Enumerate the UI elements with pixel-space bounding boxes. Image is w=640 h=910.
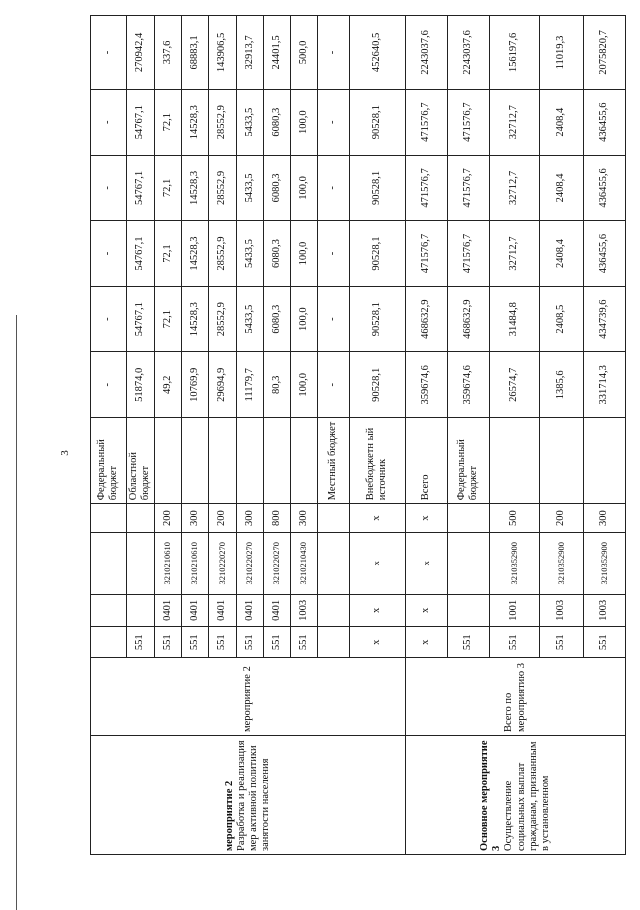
csr-code-cell: 3210210610 (154, 532, 181, 594)
rzpr-code-cell (126, 594, 154, 627)
vr-code-cell (91, 504, 127, 533)
csr-code-cell: 3210210610 (182, 532, 209, 594)
vr-code-cell: 800 (263, 504, 290, 533)
rzpr-code-cell: 0401 (263, 594, 290, 627)
csr-code-cell: 3210352900 (540, 532, 584, 594)
year-value-cell: 28552,9 (209, 221, 236, 287)
year-value-cell: 90528,1 (349, 352, 406, 418)
table-row (91, 16, 127, 855)
year-value-cell: 6080,3 (263, 286, 290, 352)
year-value-cell: 5433,5 (236, 155, 263, 221)
grbs-code-cell: 551 (236, 627, 263, 658)
rzpr-code-cell: 0401 (182, 594, 209, 627)
csr-code-cell: 3210220270 (263, 532, 290, 594)
csr-code-cell: 3210220270 (209, 532, 236, 594)
scan-edge-line (16, 315, 17, 910)
total-value-cell: 24401,5 (263, 16, 290, 90)
year-value-cell: - (318, 221, 349, 287)
csr-code-cell: х (406, 532, 448, 594)
year-value-cell: 14528,3 (182, 89, 209, 155)
funding-source-cell (154, 418, 181, 504)
year-value-cell: 468632,9 (406, 286, 448, 352)
year-value-cell: 28552,9 (209, 286, 236, 352)
vr-code-cell: 500 (489, 504, 539, 533)
measure-title-text: Осуществление социальных выплат гражданам, признанным в установленном (503, 741, 551, 851)
grbs-code-cell: 551 (447, 627, 489, 658)
year-value-cell: 436455,6 (584, 221, 626, 287)
vr-code-cell: 300 (290, 504, 317, 533)
total-value-cell: 337,6 (154, 16, 181, 90)
year-value-cell: 32712,7 (489, 221, 539, 287)
year-value-cell: - (318, 286, 349, 352)
year-value-cell: 471576,7 (447, 89, 489, 155)
year-value-cell: - (91, 352, 127, 418)
grbs-code-cell (318, 627, 349, 658)
year-value-cell: 436455,6 (584, 89, 626, 155)
total-value-cell: - (318, 16, 349, 90)
year-value-cell: - (318, 352, 349, 418)
total-value-cell: 11019,3 (540, 16, 584, 90)
year-value-cell: 32712,7 (489, 155, 539, 221)
year-value-cell: 49,2 (154, 352, 181, 418)
measure-title-text: Разработка и реализация мер активной политики занятости населения (235, 740, 272, 851)
year-value-cell: 5433,5 (236, 221, 263, 287)
measure-title-cell (91, 736, 406, 855)
rzpr-code-cell: х (406, 594, 448, 627)
year-value-cell: 468632,9 (447, 286, 489, 352)
year-value-cell: 100,0 (290, 286, 317, 352)
year-value-cell: 2408,5 (540, 286, 584, 352)
total-value-cell: 68883,1 (182, 16, 209, 90)
year-value-cell: - (318, 89, 349, 155)
year-value-cell: 54767,1 (126, 221, 154, 287)
year-value-cell: 90528,1 (349, 286, 406, 352)
total-value-cell: - (91, 16, 127, 90)
vr-code-cell (447, 504, 489, 533)
table-row (406, 16, 448, 855)
year-value-cell: 6080,3 (263, 89, 290, 155)
year-value-cell: 28552,9 (209, 155, 236, 221)
csr-code-cell: 3210352900 (584, 532, 626, 594)
rzpr-code-cell (318, 594, 349, 627)
funding-source-cell (584, 418, 626, 504)
year-value-cell: 14528,3 (182, 155, 209, 221)
year-value-cell: - (91, 155, 127, 221)
vr-code-cell: х (349, 504, 406, 533)
vr-code-cell: 200 (540, 504, 584, 533)
year-value-cell: 100,0 (290, 352, 317, 418)
measure-title-bold: Основное мероприятие 3 (479, 740, 503, 851)
year-value-cell: 100,0 (290, 221, 317, 287)
total-value-cell: 2075820,7 (584, 16, 626, 90)
year-value-cell: 31484,8 (489, 286, 539, 352)
executor-cell: Всего по мероприятию 3 (406, 658, 626, 736)
year-value-cell: 2408,4 (540, 155, 584, 221)
total-value-cell: 32913,7 (236, 16, 263, 90)
year-value-cell: 54767,1 (126, 286, 154, 352)
csr-code-cell: х (349, 532, 406, 594)
year-value-cell: 100,0 (290, 89, 317, 155)
funding-source-cell (263, 418, 290, 504)
vr-code-cell: 200 (154, 504, 181, 533)
funding-source-cell (540, 418, 584, 504)
funding-source-cell: Всего (406, 418, 448, 504)
grbs-code-cell: 551 (584, 627, 626, 658)
funding-source-cell (290, 418, 317, 504)
grbs-code-cell (91, 627, 127, 658)
year-value-cell: 11179,7 (236, 352, 263, 418)
year-value-cell: 5433,5 (236, 89, 263, 155)
grbs-code-cell: х (406, 627, 448, 658)
csr-code-cell (91, 532, 127, 594)
year-value-cell: 471576,7 (406, 221, 448, 287)
year-value-cell: - (91, 286, 127, 352)
rzpr-code-cell: 1003 (540, 594, 584, 627)
total-value-cell: 2243037,6 (447, 16, 489, 90)
grbs-code-cell: 551 (489, 627, 539, 658)
measure-title-bold: мероприятие 2 (223, 780, 235, 851)
rzpr-code-cell: 0401 (236, 594, 263, 627)
year-value-cell: 90528,1 (349, 89, 406, 155)
year-value-cell: - (91, 89, 127, 155)
year-value-cell: 471576,7 (406, 155, 448, 221)
year-value-cell: 471576,7 (447, 221, 489, 287)
year-value-cell: 90528,1 (349, 221, 406, 287)
rzpr-code-cell: 0401 (209, 594, 236, 627)
budget-table (90, 15, 626, 855)
vr-code-cell: 200 (209, 504, 236, 533)
vr-code-cell: 300 (236, 504, 263, 533)
year-value-cell: 359674,6 (406, 352, 448, 418)
csr-code-cell (318, 532, 349, 594)
vr-code-cell: 300 (182, 504, 209, 533)
rzpr-code-cell: х (349, 594, 406, 627)
year-value-cell: 32712,7 (489, 89, 539, 155)
year-value-cell: 2408,4 (540, 89, 584, 155)
vr-code-cell (318, 504, 349, 533)
funding-source-cell (182, 418, 209, 504)
year-value-cell: 10769,9 (182, 352, 209, 418)
year-value-cell: - (91, 221, 127, 287)
year-value-cell: 29694,9 (209, 352, 236, 418)
grbs-code-cell: 551 (126, 627, 154, 658)
funding-source-cell: Местный бюджет (318, 418, 349, 504)
rzpr-code-cell: 1003 (584, 594, 626, 627)
vr-code-cell (126, 504, 154, 533)
year-value-cell: 6080,3 (263, 155, 290, 221)
year-value-cell: 26574,7 (489, 352, 539, 418)
rzpr-code-cell (447, 594, 489, 627)
executor-cell: мероприятие 2 (91, 658, 406, 736)
funding-source-cell: Областной бюджет (126, 418, 154, 504)
funding-source-cell (489, 418, 539, 504)
funding-source-cell: Федеральный бюджет (447, 418, 489, 504)
year-value-cell: 80,3 (263, 352, 290, 418)
csr-code-cell: 3210352900 (489, 532, 539, 594)
rzpr-code-cell: 1003 (290, 594, 317, 627)
vr-code-cell: х (406, 504, 448, 533)
year-value-cell: 359674,6 (447, 352, 489, 418)
total-value-cell: 156197,6 (489, 16, 539, 90)
funding-source-cell: Внебюджетн ый источник (349, 418, 406, 504)
csr-code-cell: 3210220270 (236, 532, 263, 594)
year-value-cell: 54767,1 (126, 89, 154, 155)
year-value-cell: 51874,0 (126, 352, 154, 418)
year-value-cell: 72,1 (154, 221, 181, 287)
total-value-cell: 143906,5 (209, 16, 236, 90)
year-value-cell: 471576,7 (406, 89, 448, 155)
grbs-code-cell: 551 (290, 627, 317, 658)
grbs-code-cell: 551 (182, 627, 209, 658)
year-value-cell: 471576,7 (447, 155, 489, 221)
page-number: 3 (58, 450, 71, 456)
year-value-cell: 72,1 (154, 89, 181, 155)
csr-code-cell: 3210210430 (290, 532, 317, 594)
year-value-cell: 72,1 (154, 155, 181, 221)
total-value-cell: 2243037,6 (406, 16, 448, 90)
funding-source-cell (236, 418, 263, 504)
rzpr-code-cell: 0401 (154, 594, 181, 627)
year-value-cell: 28552,9 (209, 89, 236, 155)
year-value-cell: 436455,6 (584, 155, 626, 221)
total-value-cell: 452640,5 (349, 16, 406, 90)
year-value-cell: 1385,6 (540, 352, 584, 418)
total-value-cell: 270942,4 (126, 16, 154, 90)
csr-code-cell (126, 532, 154, 594)
grbs-code-cell: 551 (540, 627, 584, 658)
year-value-cell: 14528,3 (182, 286, 209, 352)
csr-code-cell (447, 532, 489, 594)
total-value-cell: 500,0 (290, 16, 317, 90)
funding-source-cell (209, 418, 236, 504)
year-value-cell: 434739,6 (584, 286, 626, 352)
grbs-code-cell: 551 (209, 627, 236, 658)
year-value-cell: 72,1 (154, 286, 181, 352)
year-value-cell: 14528,3 (182, 221, 209, 287)
year-value-cell: 331714,3 (584, 352, 626, 418)
rzpr-code-cell (91, 594, 127, 627)
year-value-cell: 6080,3 (263, 221, 290, 287)
year-value-cell: 2408,4 (540, 221, 584, 287)
grbs-code-cell: 551 (154, 627, 181, 658)
year-value-cell: 5433,5 (236, 286, 263, 352)
rzpr-code-cell: 1001 (489, 594, 539, 627)
year-value-cell: 54767,1 (126, 155, 154, 221)
rotated-table-wrapper (90, 15, 626, 855)
grbs-code-cell: 551 (263, 627, 290, 658)
year-value-cell: 90528,1 (349, 155, 406, 221)
year-value-cell: 100,0 (290, 155, 317, 221)
funding-source-cell: Федеральный бюджет (91, 418, 127, 504)
measure-title-cell (406, 736, 626, 855)
year-value-cell: - (318, 155, 349, 221)
grbs-code-cell: х (349, 627, 406, 658)
vr-code-cell: 300 (584, 504, 626, 533)
